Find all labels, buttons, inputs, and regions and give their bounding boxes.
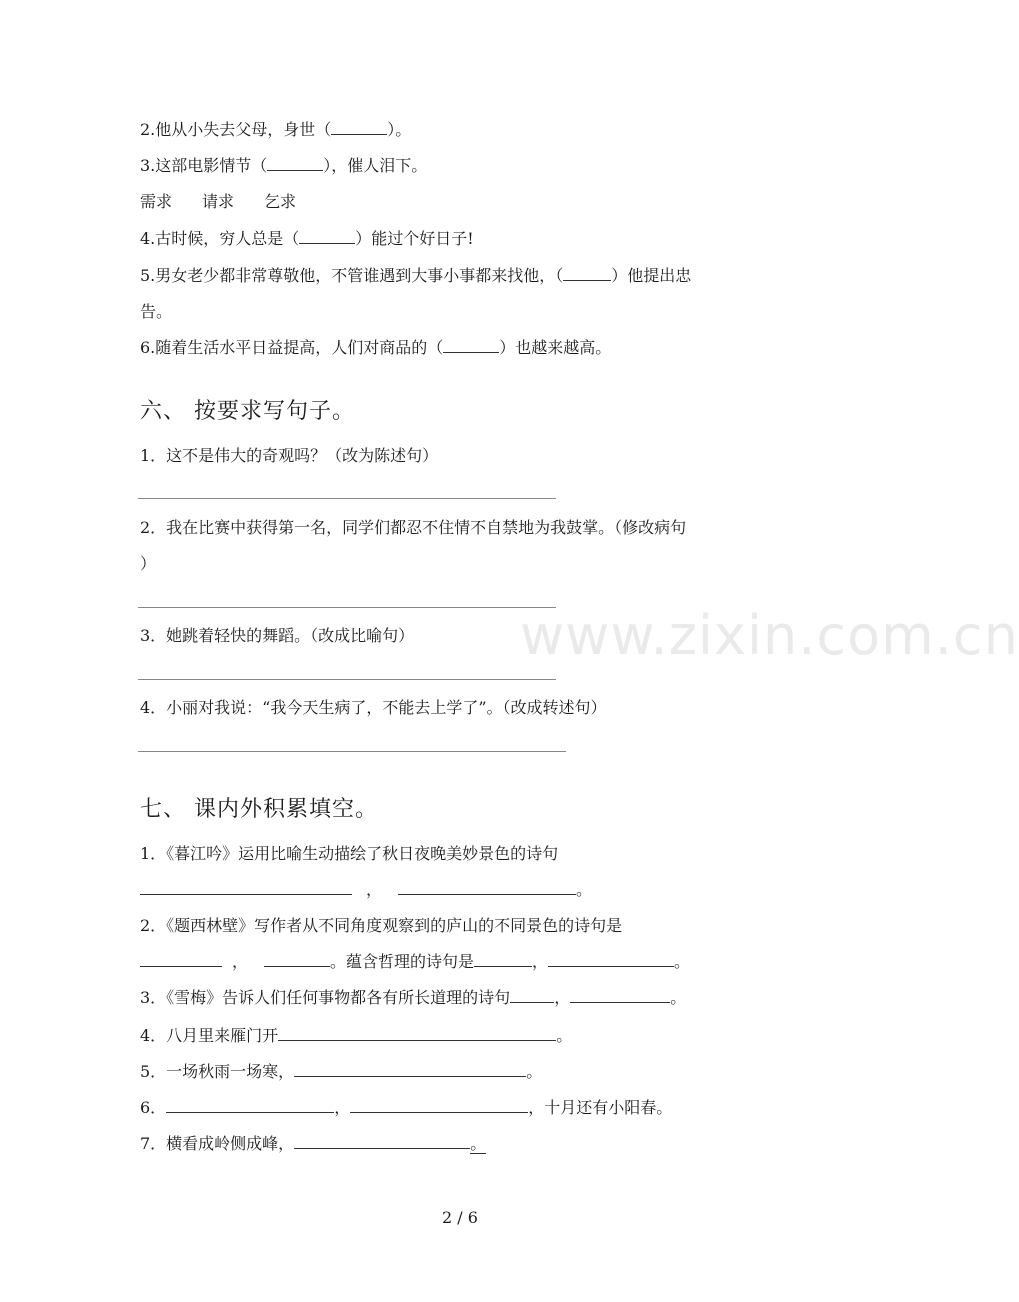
question-5-5 bbox=[140, 266, 691, 286]
question-6-1: 1．这不是伟大的奇观吗？（改为陈述句） bbox=[140, 446, 439, 465]
section-7-heading: 七、 课内外积累填空。 bbox=[140, 797, 378, 822]
blank[interactable] bbox=[267, 156, 323, 171]
separator: ， bbox=[366, 880, 383, 899]
blank[interactable] bbox=[278, 1026, 556, 1041]
question-5-5-continued: 告。 bbox=[140, 302, 173, 321]
separator: ， bbox=[232, 952, 249, 971]
question-7-4 bbox=[140, 1026, 572, 1046]
separator: ， bbox=[532, 952, 549, 971]
question-7-1: 1．《暮江吟》运用比喻生动描绘了秋日夜晚美妙景色的诗句 bbox=[140, 844, 559, 863]
blank[interactable] bbox=[299, 229, 355, 244]
question-7-7 bbox=[140, 1134, 486, 1154]
word-option: 乞求 bbox=[264, 192, 297, 211]
blank[interactable] bbox=[294, 1062, 526, 1077]
question-6-2: 2．我在比赛中获得第一名，同学们都忍不住情不自禁地为我鼓掌。（修改病句 bbox=[140, 518, 687, 537]
question-text: 4.古时候，穷人总是（ bbox=[140, 229, 300, 248]
question-text: ），催人泪下。 bbox=[323, 156, 428, 175]
word-options bbox=[140, 192, 326, 212]
blank[interactable] bbox=[510, 988, 554, 1003]
separator: ， bbox=[334, 1098, 351, 1117]
question-text: 。蕴含哲理的诗句是 bbox=[330, 952, 475, 971]
answer-line[interactable] bbox=[138, 498, 556, 499]
question-text: ）他提出忠 bbox=[611, 266, 692, 285]
question-text: 5．一场秋雨一场寒， bbox=[140, 1062, 295, 1081]
blank[interactable] bbox=[294, 1134, 470, 1149]
question-5-6 bbox=[140, 338, 611, 358]
separator: ， bbox=[554, 988, 571, 1007]
question-text: ，十月还有小阳春。 bbox=[528, 1098, 673, 1117]
blank[interactable] bbox=[350, 1098, 528, 1113]
blank[interactable] bbox=[474, 952, 532, 967]
question-text: 7．横看成岭侧成峰， bbox=[140, 1134, 295, 1153]
question-5-4 bbox=[140, 229, 474, 249]
question-7-1-blanks bbox=[140, 880, 592, 900]
end-mark: 。 bbox=[556, 1026, 573, 1045]
question-text: 6． bbox=[140, 1098, 167, 1117]
question-6-4: 4．小丽对我说：“我今天生病了，不能去上学了”。（改成转述句） bbox=[140, 698, 607, 717]
question-5-3 bbox=[140, 156, 427, 176]
question-7-2-blanks bbox=[140, 952, 690, 972]
question-7-6 bbox=[140, 1098, 672, 1118]
end-mark: 。 bbox=[526, 1062, 543, 1081]
blank[interactable] bbox=[548, 952, 674, 967]
watermark: www.zixin.com.cn bbox=[520, 604, 1019, 667]
blank[interactable] bbox=[166, 1098, 334, 1113]
question-7-3 bbox=[140, 988, 686, 1008]
question-7-2: 2．《题西林壁》写作者从不同角度观察到的庐山的不同景色的诗句是 bbox=[140, 916, 623, 935]
word-option: 需求 bbox=[140, 192, 173, 211]
blank[interactable] bbox=[331, 120, 387, 135]
end-mark: 。 bbox=[674, 952, 691, 971]
question-5-2 bbox=[140, 120, 411, 140]
question-text: 3.这部电影情节（ bbox=[140, 156, 268, 175]
end-mark: 。 bbox=[470, 1134, 487, 1153]
section-6-heading: 六、 按要求写句子。 bbox=[140, 399, 355, 424]
blank[interactable] bbox=[264, 952, 330, 967]
answer-line[interactable] bbox=[138, 679, 556, 680]
answer-line[interactable] bbox=[138, 607, 556, 608]
question-text: 4．八月里来雁门开 bbox=[140, 1026, 279, 1045]
blank[interactable] bbox=[398, 880, 576, 895]
blank[interactable] bbox=[443, 338, 499, 353]
question-text: 2.他从小失去父母，身世（ bbox=[140, 120, 332, 139]
question-6-2-continued: ） bbox=[140, 554, 157, 573]
blank[interactable] bbox=[140, 880, 352, 895]
question-text: 3．《雪梅》告诉人们任何事物都各有所长道理的诗句 bbox=[140, 988, 511, 1007]
question-text: 5.男女老少都非常尊敬他，不管谁遇到大事小事都来找他，（ bbox=[140, 266, 564, 285]
question-text: 6.随着生活水平日益提高，人们对商品的（ bbox=[140, 338, 444, 357]
end-mark: 。 bbox=[670, 988, 687, 1007]
question-7-5 bbox=[140, 1062, 542, 1082]
question-6-3: 3．她跳着轻快的舞蹈。（改成比喻句） bbox=[140, 626, 415, 645]
question-text: ）。 bbox=[387, 120, 412, 139]
blank[interactable] bbox=[563, 266, 611, 281]
blank[interactable] bbox=[140, 952, 222, 967]
answer-line[interactable] bbox=[138, 751, 566, 752]
page-number: 2 / 6 bbox=[442, 1208, 478, 1227]
question-text: ）也越来越高。 bbox=[499, 338, 612, 357]
question-text: ）能过个好日子! bbox=[355, 229, 474, 248]
word-option: 请求 bbox=[202, 192, 235, 211]
end-mark: 。 bbox=[576, 880, 593, 899]
blank[interactable] bbox=[570, 988, 670, 1003]
